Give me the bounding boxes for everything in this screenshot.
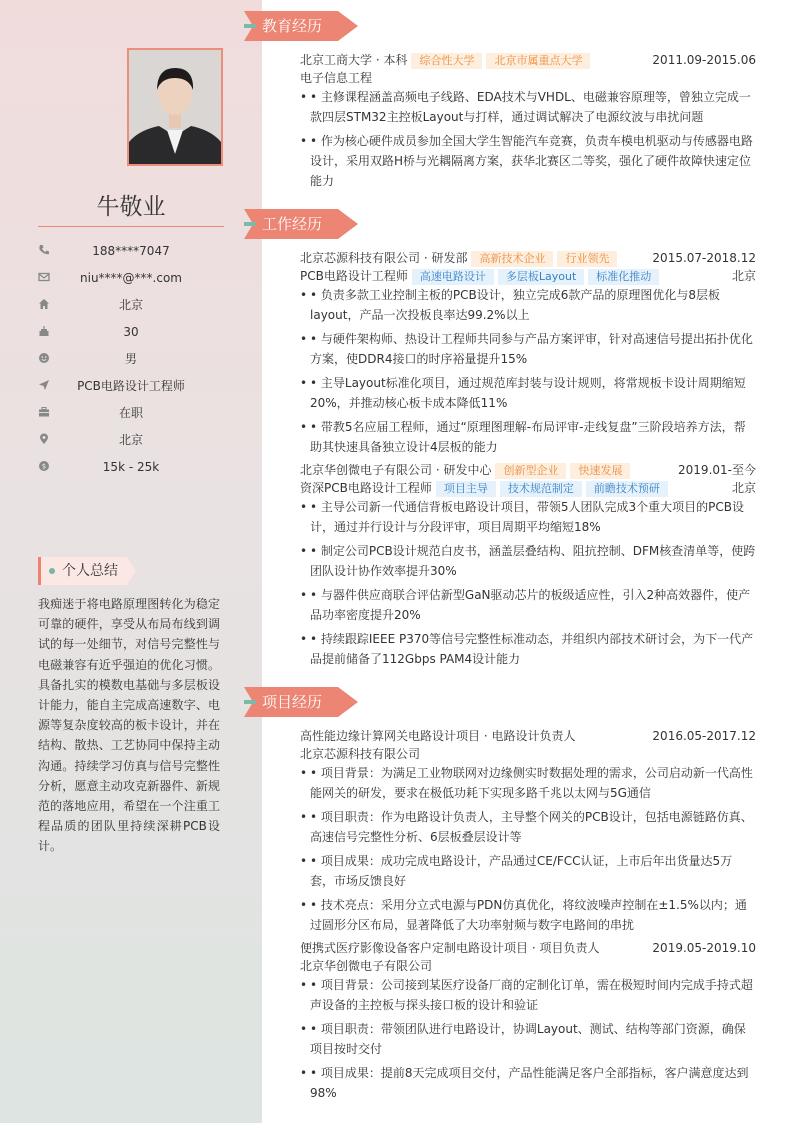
project-name-row <box>300 939 756 957</box>
bullet-item: • • 持续跟踪IEEE P370等信号完整性标准动态，并组织内部技术研讨会，为下一代产品提前储备了112Gbps PAM4设计能力 <box>300 632 754 666</box>
info-value: 188****7047 <box>92 244 170 258</box>
education-major-row <box>300 69 756 87</box>
company-tag: 快速发展 <box>570 463 630 479</box>
bullet-item: • • 主导公司新一代通信背板电路设计项目，带领5人团队完成3个重大项目的PCB设计，通过并行设计与分段评审，项目周期平均缩短18% <box>300 500 745 534</box>
bullet-item: • • 项目职责：带领团队进行电路设计，协调Layout、测试、结构等部门资源，确保项目按时交付 <box>300 1022 746 1056</box>
info-location <box>38 431 224 449</box>
info-value: PCB电路设计工程师 <box>77 379 185 393</box>
bullet-item: • • 项目成果：成功完成电路设计，产品通过CE/FCC认证，上市后年出货量达5万套，市场反馈良好 <box>300 854 733 888</box>
bullet-item: • • 项目职责：作为电路设计负责人，主导整个网关的PCB设计，包括电源链路仿真、高速信号完整性分析、6层板叠层设计等 <box>300 810 753 844</box>
job-company-row <box>300 461 756 479</box>
bullet-item: • • 技术亮点：采用分立式电源与PDN仿真优化，将纹波噪声控制在±1.5%以内；通过圆形分区布局，显著降低了大功率射频与数字电路间的串扰 <box>300 898 747 932</box>
job-bullets <box>300 497 756 673</box>
skill-tag: 技术规范制定 <box>500 481 582 497</box>
info-home <box>38 296 224 314</box>
job-position-row <box>300 267 756 285</box>
skill-tag: 项目主导 <box>436 481 496 497</box>
project-name-row <box>300 727 756 745</box>
education-date: 2011.09-2015.06 <box>652 53 756 67</box>
info-value: niu****@***.com <box>80 271 182 285</box>
sidebar <box>0 0 262 1123</box>
bullet-item: • • 与硬件架构师、热设计工程师共同参与产品方案评审，针对高速信号提出拓扑优化方案，使DDR4接口的时序裕量提升15% <box>300 332 753 366</box>
bullet-item: • • 作为核心硬件成员参加全国大学生智能汽车竞赛，负责车模电机驱动与传感器电路设计，采用双路H桥与光耦隔离方案，获华北赛区二等奖，强化了硬件故障快速定位能力 <box>300 134 753 188</box>
summary-title: 个人总结 <box>62 563 118 579</box>
info-position <box>38 377 224 395</box>
major: 电子信息工程 <box>300 71 373 85</box>
education-title: 教育经历 <box>262 17 323 35</box>
info-age <box>38 323 224 341</box>
skill-tag: 前瞻技术预研 <box>586 481 668 497</box>
school-tag: 综合性大学 <box>411 53 482 69</box>
svg-text:$: $ <box>41 462 47 471</box>
info-value: 30 <box>123 325 139 339</box>
job-position-row <box>300 479 756 497</box>
bullet-item: • • 主修课程涵盖高频电子线路、EDA技术与VHDL、电磁兼容原理等，曾独立完成一款四层STM32主控板Layout与打样，通过调试解决了电源纹波与串扰问题 <box>300 90 751 124</box>
work-heading <box>244 209 358 239</box>
company-name: 北京华创微电子有限公司 · 研发中心 <box>300 463 492 477</box>
project-org: 北京芯源科技有限公司 <box>300 747 421 761</box>
bullet-item: • • 带教5名应届工程师，通过“原理图理解-布局评审-走线复盘”三阶段培养方法，帮助其快速具备独立设计4层板的能力 <box>300 420 746 454</box>
info-status <box>38 404 224 422</box>
summary-text: 我痴迷于将电路原理图转化为稳定可靠的硬件，享受从布局布线到调试的每一处细节，对信号完整性与电磁兼容有近乎强迫的优化习惯。具备扎实的模数电基础与多层板设计能力，能自主完成高速数字、电源等复杂度较高的板卡设计，并在结构、散热、工艺协同中保持主动沟通。持续学习仿真与信号完整性分析，愿意主动攻克新器件、新规范的落地应用，希望在一个注重工程品质的团队里持续深耕PCB设计。 <box>38 597 220 854</box>
avatar-photo <box>129 50 221 164</box>
education-bullets <box>300 87 756 195</box>
name-divider <box>38 226 224 227</box>
bullet-item: • • 项目成果：提前8天完成项目交付，产品性能满足客户全部指标，客户满意度达到98% <box>300 1066 749 1100</box>
skill-tag: 多层板Layout <box>498 269 584 285</box>
summary-heading <box>38 557 138 585</box>
bullet-item: • • 项目背景：公司接到某医疗设备厂商的定制化订单，需在极短时间内完成手持式超声设备的主控板与探头接口板的设计和验证 <box>300 978 753 1012</box>
school-tag: 北京市属重点大学 <box>486 53 590 69</box>
company-tag: 高新技术企业 <box>471 251 553 267</box>
bullet-item: • • 与器件供应商联合评估新型GaN驱动芯片的板级适应性，引入2种高效器件，使产品功率密度提升20% <box>300 588 751 622</box>
company-tag: 行业领先 <box>557 251 617 267</box>
info-value: 15k - 25k <box>102 460 160 474</box>
info-value: 北京 <box>118 433 143 447</box>
candidate-name: 牛敬业 <box>96 194 166 220</box>
job-company-row <box>300 249 756 267</box>
job-bullets <box>300 285 756 461</box>
bullet-item: • • 主导Layout标准化项目，通过规范库封装与设计规则，将常规板卡设计周期缩短20%，并推动核心板卡成本降低11% <box>300 376 746 410</box>
school-name: 北京工商大学 · 本科 <box>300 53 408 67</box>
info-value: 男 <box>124 352 137 366</box>
projects-heading <box>244 687 358 717</box>
project-date: 2016.05-2017.12 <box>652 729 756 743</box>
company-name: 北京芯源科技有限公司 · 研发部 <box>300 251 468 265</box>
project-org-row <box>300 957 756 975</box>
skill-tag: 高速电路设计 <box>412 269 494 285</box>
job-date: 2019.01-至今 <box>678 463 756 477</box>
company-tag: 创新型企业 <box>495 463 566 479</box>
project-date: 2019.05-2019.10 <box>652 941 756 955</box>
bullet-item: • • 制定公司PCB设计规范白皮书，涵盖层叠结构、阻抗控制、DFM核查清单等，使跨团队设计协作效率提升30% <box>300 544 756 578</box>
education-heading <box>244 11 358 41</box>
info-email <box>38 269 224 287</box>
projects-title: 项目经历 <box>262 693 323 711</box>
bullet-item: • • 项目背景：为满足工业物联网对边缘侧实时数据处理的需求，公司启动新一代高性能网关的研发，要求在极低功耗下实现多路千兆以太网与5G通信 <box>300 766 753 800</box>
work-title: 工作经历 <box>262 215 323 233</box>
skill-tag: 标准化推动 <box>588 269 659 285</box>
project-name: 便携式医疗影像设备客户定制电路设计项目 · 项目负责人 <box>300 941 600 955</box>
job-city: 北京 <box>731 269 756 283</box>
project-org: 北京华创微电子有限公司 <box>300 959 433 973</box>
project-bullets <box>300 975 756 1107</box>
info-value: 北京 <box>118 298 143 312</box>
bullet-item: • • 负责多款工业控制主板的PCB设计，独立完成6款产品的原理图优化与8层板layout，产品一次投板良率达99.2%以上 <box>300 288 721 322</box>
project-name: 高性能边缘计算网关电路设计项目 · 电路设计负责人 <box>300 729 576 743</box>
project-org-row <box>300 745 756 763</box>
avatar <box>127 48 223 166</box>
project-bullets <box>300 763 756 939</box>
position-name: 资深PCB电路设计工程师 <box>300 481 432 495</box>
info-salary <box>38 458 224 476</box>
position-name: PCB电路设计工程师 <box>300 269 408 283</box>
job-city: 北京 <box>731 481 756 495</box>
education-school-row <box>300 51 756 69</box>
info-phone <box>38 242 224 260</box>
job-date: 2015.07-2018.12 <box>652 251 756 265</box>
info-gender <box>38 350 224 368</box>
info-value: 在职 <box>118 406 143 420</box>
